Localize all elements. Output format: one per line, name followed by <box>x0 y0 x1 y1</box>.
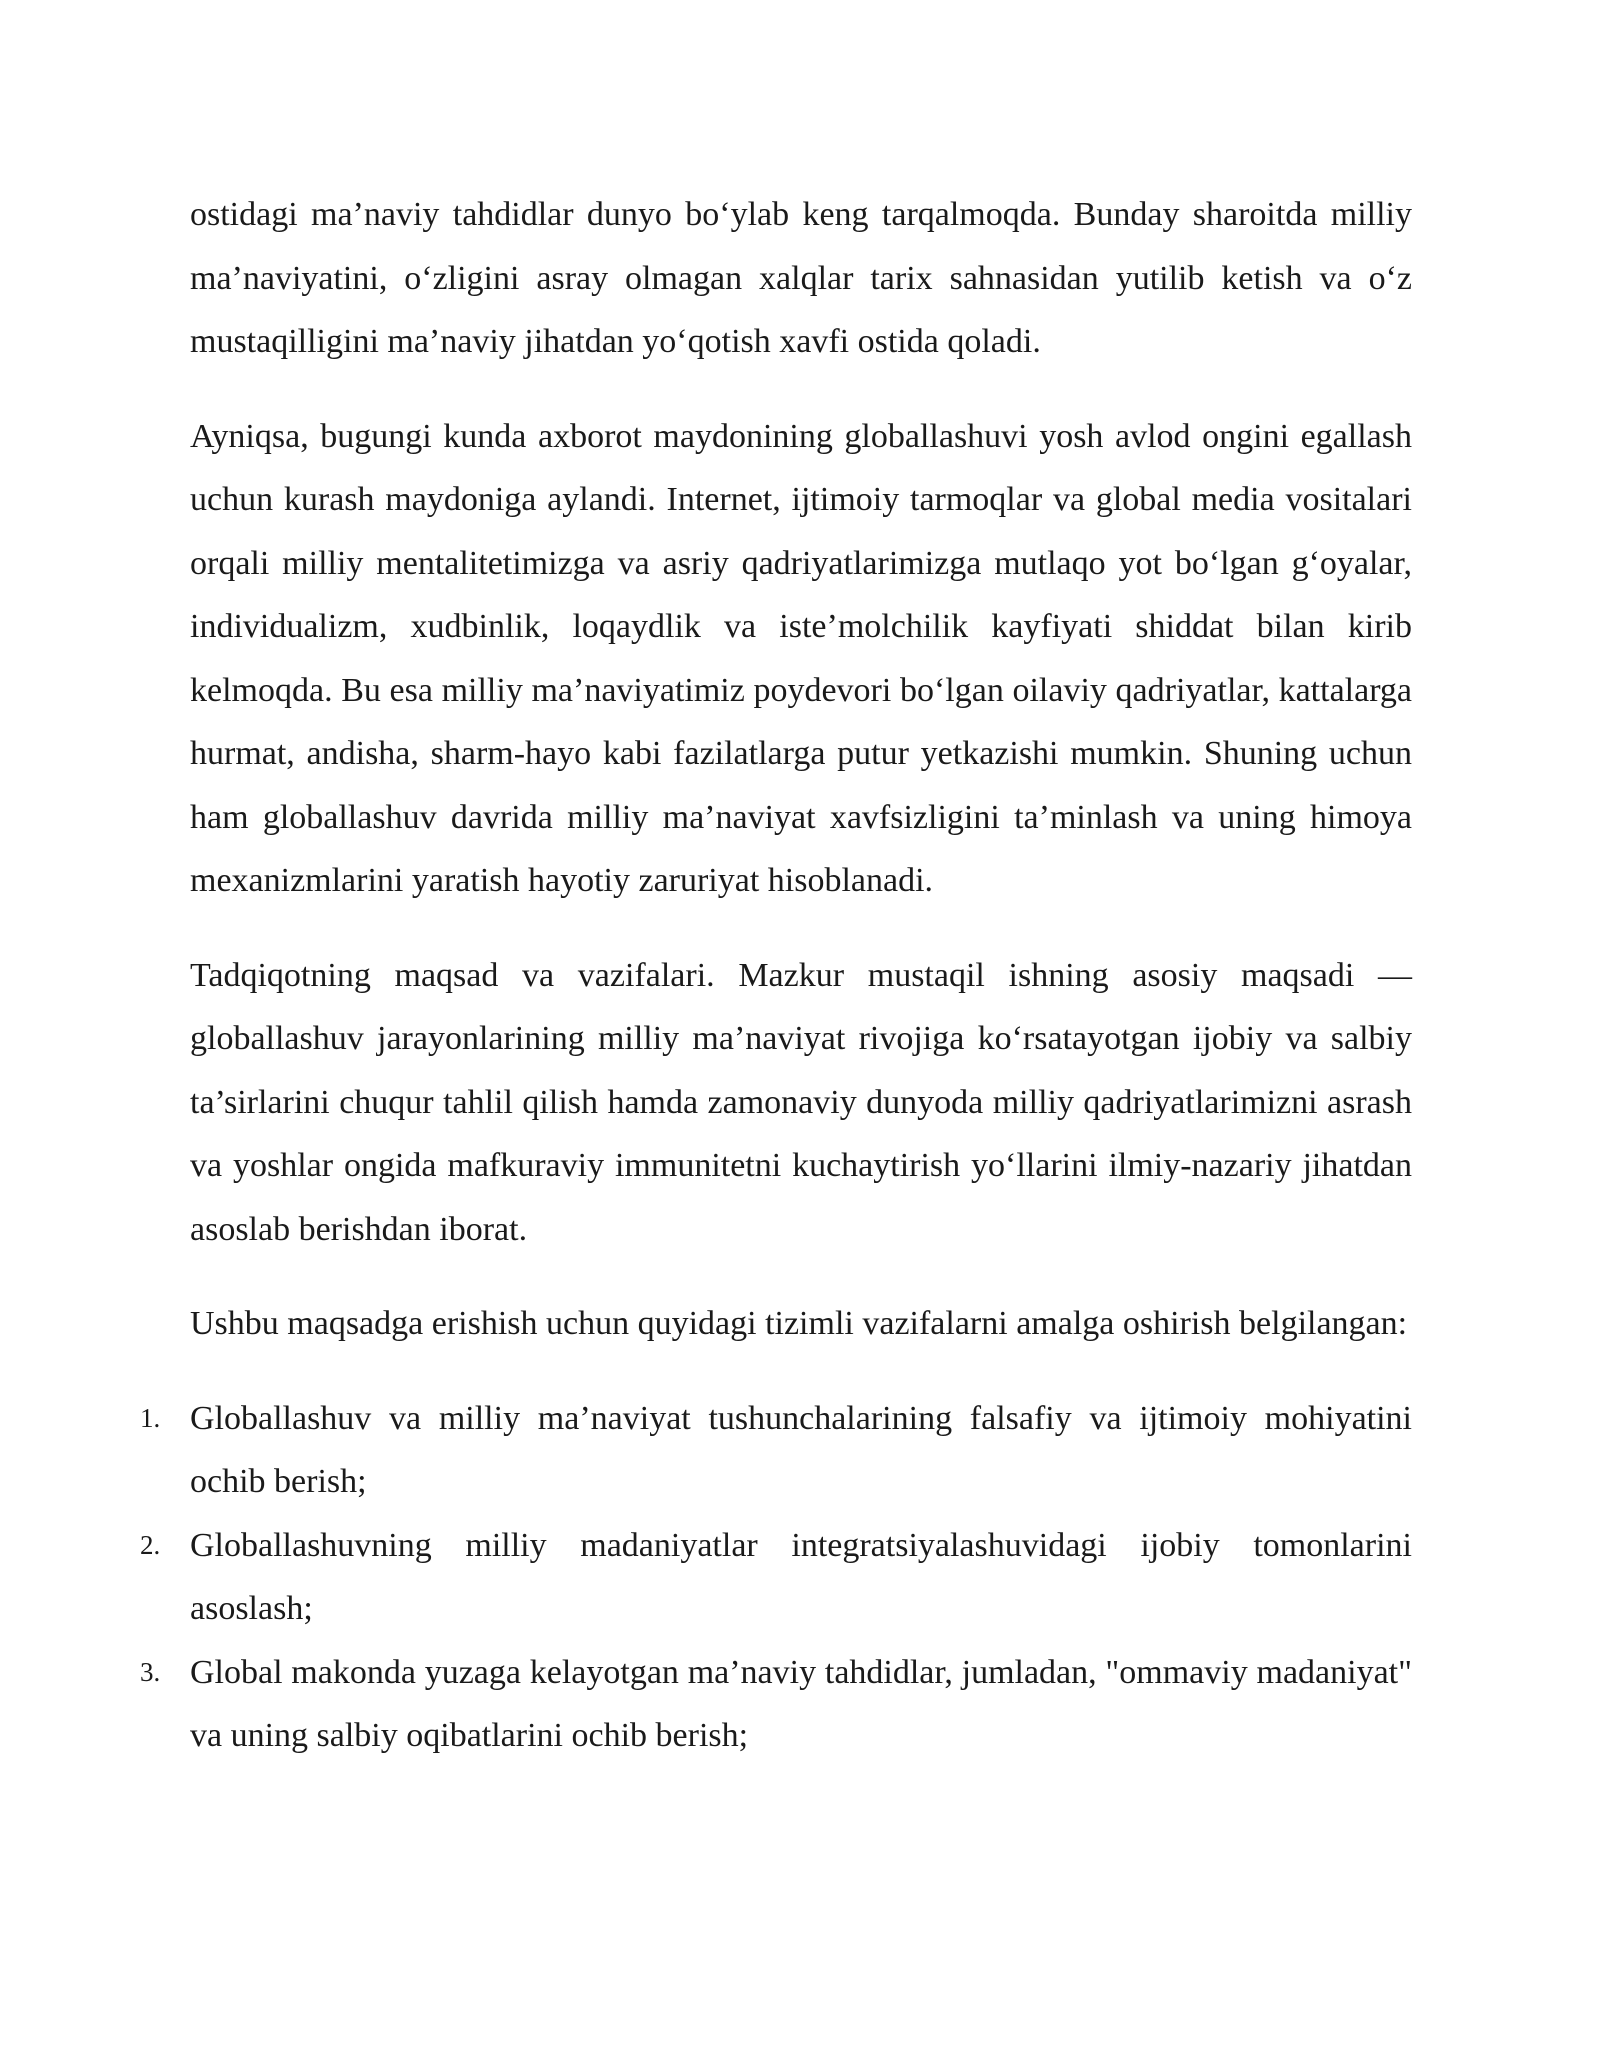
list-item-number: 1. <box>140 1402 161 1433</box>
list-item <box>140 1387 1412 1514</box>
task-list <box>140 1387 1412 1768</box>
paragraph-1: ostidagi ma’naviy tahdidlar dunyo bo‘ylab keng tarqalmoqda. Bunday sharoitda milliy ma’naviyatini, o‘zligini asray olmagan xalqlar tarix sahnasidan yutilib ketish va o‘z mustaqilligini ma’naviy jihatdan yo‘qotish xavfi ostida qoladi. <box>190 196 1412 360</box>
paragraph-4: Ushbu maqsadga erishish uchun quyidagi tizimli vazifalarni amalga oshirish belgilangan: <box>190 1305 1408 1342</box>
paragraph-2: Ayniqsa, bugungi kunda axborot maydonining globallashuvi yosh avlod ongini egallash uchun kurash maydoniga aylandi. Internet, ijtimoiy tarmoqlar va global media vositalari orqali milliy mentalitetimizga va asriy qadriyatlarimizga mutlaqo yot bo‘lgan g‘oyalar, individualizm, xudbinlik, loqaydlik va iste’molchilik kayfiyati shiddat bilan kirib kelmoqda. Bu esa milliy ma’naviyatimiz poydevori bo‘lgan oilaviy qadriyatlar, kattalarga hurmat, andisha, sharm-hayo kabi fazilatlarga putur yetkazishi mumkin. Shuning uchun ham globallashuv davrida milliy ma’naviyat xavfsizligini ta’minlash va uning himoya mexanizmlarini yaratish hayotiy zaruriyat hisoblanadi. <box>190 417 1412 899</box>
list-item <box>140 1514 1412 1641</box>
list-item <box>140 1641 1412 1768</box>
list-item-text: Global makonda yuzaga kelayotgan ma’naviy tahdidlar, jumladan, "ommaviy madaniyat" va uning salbiy oqibatlarini ochib berish; <box>190 1653 1412 1754</box>
list-item-text: Globallashuvning milliy madaniyatlar integratsiyalashuvidagi ijobiy tomonlarini asoslash; <box>190 1526 1412 1627</box>
paragraph-3: Tadqiqotning maqsad va vazifalari. Mazkur mustaqil ishning asosiy maqsadi — globallashuv jarayonlarining milliy ma’naviyat rivojiga ko‘rsatayotgan ijobiy va salbiy ta’sirlarini chuqur tahlil qilish hamda zamonaviy dunyoda milliy qadriyatlarimizni asrash va yoshlar ongida mafkuraviy immunitetni kuchaytirish yo‘llarini ilmiy-nazariy jihatdan asoslab berishdan iborat. <box>190 956 1412 1248</box>
list-item-text: Globallashuv va milliy ma’naviyat tushunchalarining falsafiy va ijtimoiy mohiyatini ochib berish; <box>190 1399 1412 1500</box>
list-item-number: 3. <box>140 1656 161 1687</box>
document-body <box>140 183 1412 1768</box>
list-item-number: 2. <box>140 1529 161 1560</box>
